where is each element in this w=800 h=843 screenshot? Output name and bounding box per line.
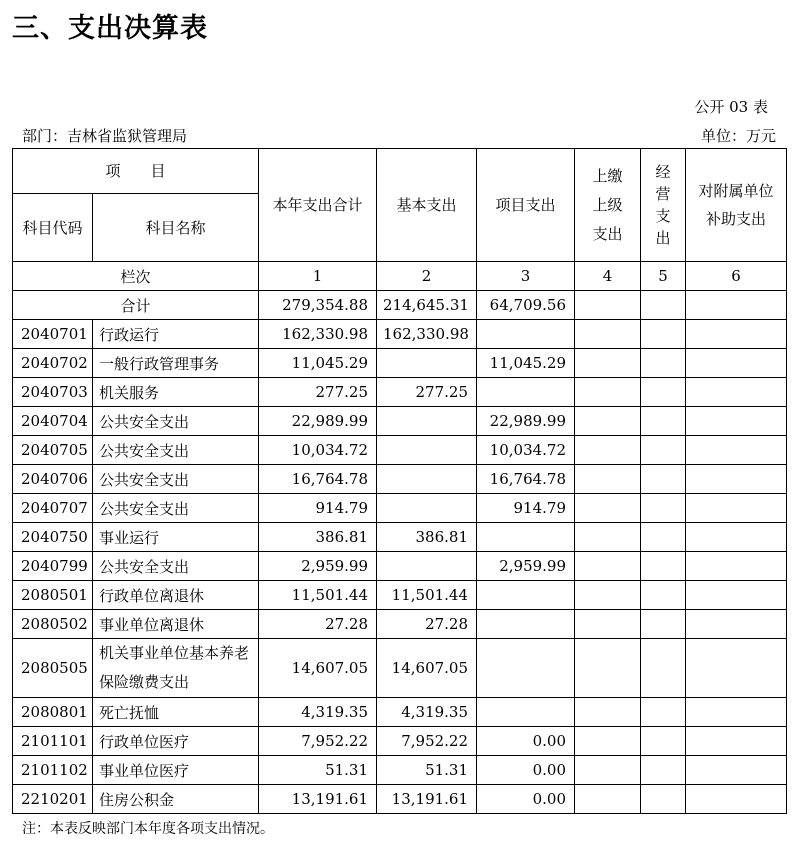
project-expenditure (477, 581, 575, 610)
project-expenditure: 10,034.72 (477, 436, 575, 465)
subject-name: 住房公积金 (93, 785, 259, 814)
table-row (13, 727, 787, 756)
header-code: 科目代码 (13, 194, 93, 262)
basic-expenditure (377, 436, 477, 465)
total-expenditure: 16,764.78 (259, 465, 377, 494)
upper-remittance (575, 494, 641, 523)
subsidy-expenditure (686, 785, 787, 814)
subject-code: 2040707 (13, 494, 93, 523)
table-row (13, 465, 787, 494)
header-business: 经营支出 (641, 149, 686, 262)
subject-name: 公共安全支出 (93, 494, 259, 523)
total-expenditure: 51.31 (259, 756, 377, 785)
subject-name: 公共安全支出 (93, 436, 259, 465)
project-expenditure: 22,989.99 (477, 407, 575, 436)
upper-remittance (575, 378, 641, 407)
totals-label: 合计 (13, 291, 259, 320)
totals-row (13, 291, 787, 320)
table-row (13, 610, 787, 639)
business-expenditure (641, 727, 686, 756)
column-number: 5 (641, 262, 686, 291)
subsidy-expenditure (686, 465, 787, 494)
upper-remittance (575, 436, 641, 465)
column-number-row (13, 262, 787, 291)
project-expenditure: 16,764.78 (477, 465, 575, 494)
subsidy-expenditure (686, 407, 787, 436)
business-expenditure (641, 698, 686, 727)
total-expenditure: 162,330.98 (259, 320, 377, 349)
basic-expenditure: 27.28 (377, 610, 477, 639)
subject-name: 事业单位医疗 (93, 756, 259, 785)
column-number-label: 栏次 (13, 262, 259, 291)
project-expenditure: 0.00 (477, 785, 575, 814)
business-expenditure (641, 581, 686, 610)
subject-code: 2040701 (13, 320, 93, 349)
subject-code: 2101102 (13, 756, 93, 785)
upper-remittance (575, 407, 641, 436)
subsidy-expenditure (686, 378, 787, 407)
table-row (13, 320, 787, 349)
totals-business (641, 291, 686, 320)
business-expenditure (641, 436, 686, 465)
header-upper: 上缴上级支出 (575, 149, 641, 262)
subsidy-expenditure (686, 523, 787, 552)
subject-code: 2040702 (13, 349, 93, 378)
basic-expenditure: 386.81 (377, 523, 477, 552)
upper-remittance (575, 698, 641, 727)
upper-remittance (575, 785, 641, 814)
subject-code: 2040750 (13, 523, 93, 552)
project-expenditure: 0.00 (477, 727, 575, 756)
basic-expenditure (377, 552, 477, 581)
subject-code: 2040799 (13, 552, 93, 581)
basic-expenditure: 51.31 (377, 756, 477, 785)
subject-name: 公共安全支出 (93, 407, 259, 436)
column-number: 3 (477, 262, 575, 291)
table-row (13, 378, 787, 407)
totals-basic: 214,645.31 (377, 291, 477, 320)
upper-remittance (575, 465, 641, 494)
subject-name: 行政单位离退休 (93, 581, 259, 610)
subject-code: 2040704 (13, 407, 93, 436)
totals-total: 279,354.88 (259, 291, 377, 320)
business-expenditure (641, 465, 686, 494)
subsidy-expenditure (686, 494, 787, 523)
subject-code: 2040705 (13, 436, 93, 465)
table-row (13, 349, 787, 378)
total-expenditure: 2,959.99 (259, 552, 377, 581)
unit-label: 单位：万元 (700, 127, 776, 145)
basic-expenditure (377, 465, 477, 494)
subject-code: 2080501 (13, 581, 93, 610)
subject-code: 2040706 (13, 465, 93, 494)
subject-name: 公共安全支出 (93, 465, 259, 494)
table-row (13, 523, 787, 552)
subject-name: 一般行政管理事务 (93, 349, 259, 378)
total-expenditure: 27.28 (259, 610, 377, 639)
upper-remittance (575, 552, 641, 581)
expenditure-table (12, 148, 787, 814)
subject-name: 机关服务 (93, 378, 259, 407)
total-expenditure: 277.25 (259, 378, 377, 407)
basic-expenditure (377, 407, 477, 436)
business-expenditure (641, 349, 686, 378)
subject-code: 2080801 (13, 698, 93, 727)
subject-code: 2210201 (13, 785, 93, 814)
project-expenditure: 0.00 (477, 756, 575, 785)
business-expenditure (641, 378, 686, 407)
subsidy-expenditure (686, 552, 787, 581)
business-expenditure (641, 494, 686, 523)
subsidy-expenditure (686, 756, 787, 785)
upper-remittance (575, 610, 641, 639)
header-subsidy: 对附属单位补助支出 (686, 149, 787, 262)
subsidy-expenditure (686, 698, 787, 727)
total-expenditure: 13,191.61 (259, 785, 377, 814)
header-name: 科目名称 (93, 194, 259, 262)
table-row (13, 552, 787, 581)
total-expenditure: 10,034.72 (259, 436, 377, 465)
basic-expenditure: 7,952.22 (377, 727, 477, 756)
total-expenditure: 7,952.22 (259, 727, 377, 756)
basic-expenditure: 162,330.98 (377, 320, 477, 349)
table-row (13, 698, 787, 727)
project-expenditure: 2,959.99 (477, 552, 575, 581)
project-expenditure (477, 698, 575, 727)
upper-remittance (575, 349, 641, 378)
totals-project: 64,709.56 (477, 291, 575, 320)
subsidy-expenditure (686, 639, 787, 698)
basic-expenditure (377, 494, 477, 523)
total-expenditure: 914.79 (259, 494, 377, 523)
subject-name: 行政单位医疗 (93, 727, 259, 756)
subsidy-expenditure (686, 320, 787, 349)
column-number: 1 (259, 262, 377, 291)
table-row (13, 581, 787, 610)
project-expenditure (477, 320, 575, 349)
upper-remittance (575, 727, 641, 756)
total-expenditure: 14,607.05 (259, 639, 377, 698)
column-number: 6 (686, 262, 787, 291)
header-basic: 基本支出 (377, 149, 477, 262)
subject-name: 事业运行 (93, 523, 259, 552)
basic-expenditure: 277.25 (377, 378, 477, 407)
business-expenditure (641, 552, 686, 581)
department-label: 部门：吉林省监狱管理局 (22, 127, 188, 145)
upper-remittance (575, 523, 641, 552)
basic-expenditure: 11,501.44 (377, 581, 477, 610)
table-row (13, 756, 787, 785)
total-expenditure: 11,501.44 (259, 581, 377, 610)
upper-remittance (575, 639, 641, 698)
upper-remittance (575, 581, 641, 610)
subject-name: 死亡抚恤 (93, 698, 259, 727)
subject-name: 事业单位离退休 (93, 610, 259, 639)
column-number: 2 (377, 262, 477, 291)
table-row (13, 639, 787, 698)
header-total: 本年支出合计 (259, 149, 377, 262)
business-expenditure (641, 610, 686, 639)
subsidy-expenditure (686, 436, 787, 465)
basic-expenditure: 14,607.05 (377, 639, 477, 698)
business-expenditure (641, 639, 686, 698)
table-row (13, 407, 787, 436)
business-expenditure (641, 523, 686, 552)
project-expenditure (477, 378, 575, 407)
basic-expenditure: 4,319.35 (377, 698, 477, 727)
business-expenditure (641, 320, 686, 349)
upper-remittance (575, 756, 641, 785)
table-row (13, 785, 787, 814)
total-expenditure: 386.81 (259, 523, 377, 552)
subject-code: 2101101 (13, 727, 93, 756)
subsidy-expenditure (686, 349, 787, 378)
business-expenditure (641, 756, 686, 785)
footnote: 注：本表反映部门本年度各项支出情况。 (22, 821, 274, 837)
form-number: 公开 03 表 (694, 98, 768, 116)
business-expenditure (641, 407, 686, 436)
subsidy-expenditure (686, 727, 787, 756)
subsidy-expenditure (686, 581, 787, 610)
table-row (13, 494, 787, 523)
project-expenditure: 11,045.29 (477, 349, 575, 378)
subject-name: 行政运行 (93, 320, 259, 349)
subject-code: 2080502 (13, 610, 93, 639)
subject-code: 2080505 (13, 639, 93, 698)
upper-remittance (575, 320, 641, 349)
business-expenditure (641, 785, 686, 814)
project-expenditure (477, 610, 575, 639)
subject-name: 公共安全支出 (93, 552, 259, 581)
total-expenditure: 11,045.29 (259, 349, 377, 378)
basic-expenditure (377, 349, 477, 378)
subject-code: 2040703 (13, 378, 93, 407)
column-number: 4 (575, 262, 641, 291)
table-row (13, 436, 787, 465)
totals-upper (575, 291, 641, 320)
page-title: 三、支出决算表 (12, 13, 208, 44)
totals-subsidy (686, 291, 787, 320)
subject-name: 机关事业单位基本养老保险缴费支出 (93, 639, 259, 698)
header-item: 项 目 (13, 149, 259, 194)
basic-expenditure: 13,191.61 (377, 785, 477, 814)
total-expenditure: 4,319.35 (259, 698, 377, 727)
project-expenditure: 914.79 (477, 494, 575, 523)
project-expenditure (477, 639, 575, 698)
project-expenditure (477, 523, 575, 552)
subsidy-expenditure (686, 610, 787, 639)
header-project: 项目支出 (477, 149, 575, 262)
total-expenditure: 22,989.99 (259, 407, 377, 436)
